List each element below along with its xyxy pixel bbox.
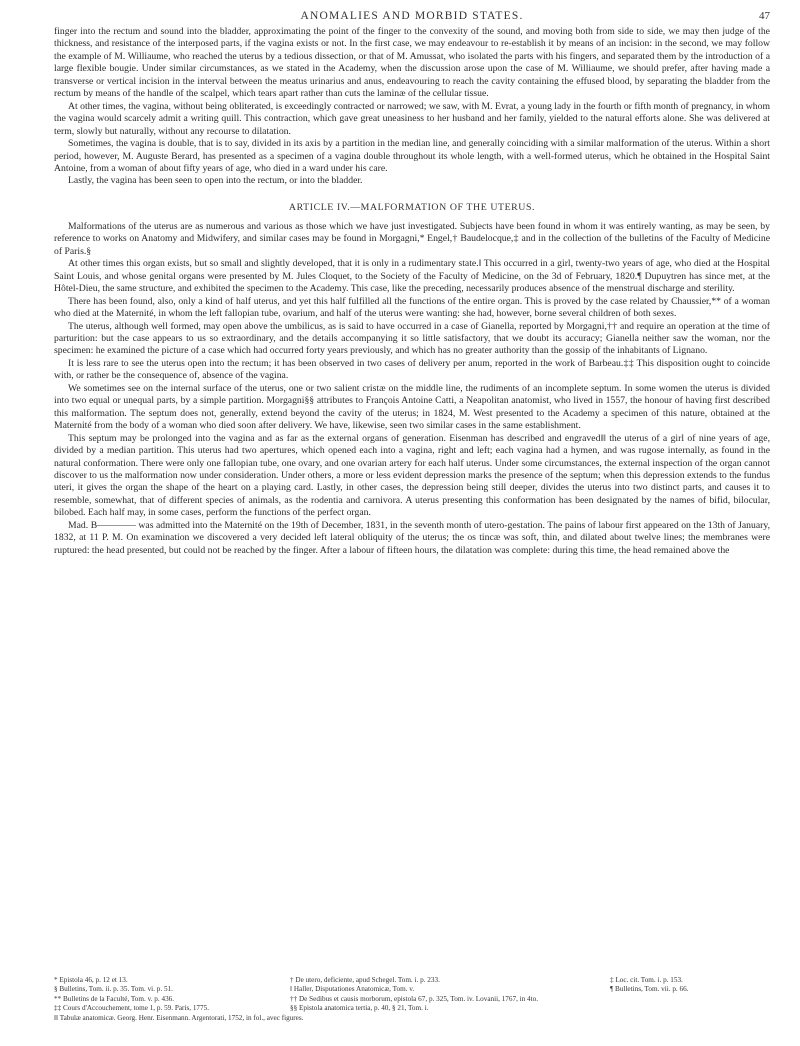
page-number: 47 xyxy=(759,10,770,22)
footnote-row xyxy=(54,985,770,994)
footnote: ** Bulletins de la Faculté, Tom. v. p. 436. xyxy=(54,994,175,1003)
paragraph: Mad. B———— was admitted into the Maternité on the 19th of December, 1831, in the seventh month of utero-gestation. The pains of labour first appeared on the 13th of January, 1832, at 11 P. M. On examination we discovered a very decided left lateral obliquity of the uterus; the os tincæ was soft, thin, and dilated about twelve lines; the membranes were ruptured: the head presented, but could not be reached by the finger. After a labour of fifteen hours, the dilatation was complete: during this time, the head remained above the xyxy=(54,519,770,556)
paragraph: We sometimes see on the internal surface of the uterus, one or two salient cristæ on the middle line, the rudiments of an incomplete septum. In some women the uterus is divided into two equal or unequal parts, by a simple partition. Morgagni§§ attributes to François Antoine Catti, a Neapolitan anatomist, who lived in 1557, the honour of having first described this malformation. The septum does not, generally, extend beyond the cavity of the uterus; in 1824, M. West presented to the Academy a specimen of this nature, obtained at the Maternité from the body of a woman who died soon after delivery. We have, likewise, seen two similar cases in the same establishment. xyxy=(54,382,770,432)
footnote: † De utero, deficiente, apud Schegel. Tom. i. p. 233. xyxy=(290,976,440,984)
paragraph: Lastly, the vagina has been seen to open into the rectum, or into the bladder. xyxy=(68,175,363,187)
footnote: ‖‖ Tabulæ anatomicæ. Georg. Henr. Eisenmann. Argentorati, 1752, in fol., avec figures. xyxy=(54,1013,304,1022)
page xyxy=(54,6,770,557)
paragraph: Malformations of the uterus are as numerous and various as those which we have just investigated. Subjects have been found in whom it was entirely wanting, as may be seen, by reference to works on Anatomy and Midwifery, and similar cases may be found in Morgagni,* Engel,† Baudelocque,‡ and in the collection of the bulletins of the Faculty of Medicine of Paris.§ xyxy=(54,220,770,257)
footnotes xyxy=(54,976,770,1023)
paragraph: At other times, the vagina, without being obliterated, is exceedingly contracted or narrowed; we saw, with M. Evrat, a young lady in the fourth or fifth month of pregnancy, in whom the vagina would scarcely admit a writing quill. This contraction, which gave great uneasiness to her husband and her family, yielded to the natural efforts alone. She was delivered at term, slowly but naturally, without any recourse to dilatation. xyxy=(54,100,770,137)
paragraph: At other times this organ exists, but so small and slightly developed, that it is only in a rudimentary state.‖ This occurred in a girl, twenty-two years of age, who died at the Hospital Saint Louis, and whose genital organs were presented by M. Jules Cloquet, to the Society of the Faculty of Medicine, on the 3d of February, 1820.¶ Dupuytren has since met, at the Hôtel-Dieu, the same structure, and exhibited the specimen to the Academy. This case, like the preceding, necessarily produces absence of the menstrual discharge and sterility. xyxy=(54,258,770,295)
paragraph: Sometimes, the vagina is double, that is to say, divided in its axis by a partition in the median line, and generally coinciding with a similar malformation of the uterus. Within a short period, however, M. Auguste Berard, has presented as a specimen of a vagina double throughout its whole length, with a well-formed uterus, which he obtained in the Hospital Saint Antoine, from a woman of about fifty years of age, who died in a ward under his care. xyxy=(54,138,770,174)
footnote: ‡ Loc. cit. Tom. i. p. 153. xyxy=(610,976,683,984)
footnote: § Bulletins, Tom. ii. p. 35. Tom. vi. p. 51. xyxy=(54,985,173,994)
paragraph: The uterus, although well formed, may open above the umbilicus, as is said to have occurred in a case of Gianella, reported by Morgagni,†† and require an operation at the time of parturition: but the case appears to us so extraordinary, and the details accompanying it so little satisfactory, that we doubt its accuracy; Gianella neither saw the woman, nor the specimen: he examined the picture of a case which had occurred forty years previously, and which has no greater authority than the gossip of the inhabitants of Lignano. xyxy=(54,320,770,357)
footnote: ‡‡ Cours d'Accouchement, tome 1, p. 59. Paris, 1775. xyxy=(54,1004,210,1013)
footnote-row xyxy=(54,1014,770,1023)
footnote-row xyxy=(54,995,770,1004)
paragraph: There has been found, also, only a kind of half uterus, and yet this half fulfilled all the functions of the entire organ. This is proved by the case related by Chaussier,** of a woman who died at the Maternité, in whom the left fallopian tube, ovarium, and half of the uterus were wanting: she had, however, borne several children of both sexes. xyxy=(54,295,770,320)
article-heading: ARTICLE IV.—MALFORMATION OF THE UTERUS. xyxy=(288,201,536,213)
running-title: ANOMALIES AND MORBID STATES. xyxy=(300,10,524,22)
footnote-row xyxy=(54,1004,770,1013)
footnote: †† De Sedibus et causis morborum, epistola 67, p. 325, Tom. iv. Lovanii, 1767, in 4to. xyxy=(290,994,539,1003)
footnote: * Epistola 46, p. 12 et 13. xyxy=(54,976,128,984)
footnote: §§ Epistola anatomica tertia, p. 40, § 21, Tom. i. xyxy=(290,1004,429,1013)
paragraph: finger into the rectum and sound into the bladder, approximating the point of the finger to the convexity of the sound, and moving both from side to side, we may then judge of the thickness, and resistance of the interposed parts, if the vagina exists or not. In the first case, we may endeavour to re-establish it by means of an incision: in the second, we may follow the example of M. Williaume, who reached the uterus by a tedious dissection, or that of M. Amussat, who isolated the parts with his fingers, and separated them by the introduction of a large flexible bougie. Under similar circumstances, as we stated in the Academy, when the discussion arose upon the case of M. Williaume, we should prefer, after having made a transverse or vertical incision in the interval between the meatus urinarius and anus, endeavouring to reach the cavity containing the effused blood, by separating the bladder from the rectum by means of the handle of the scalpel, which tears apart rather than cuts the laminæ of the cellular tissue. xyxy=(54,26,770,100)
footnote: ¶ Bulletins, Tom. vii. p. 66. xyxy=(610,985,689,994)
paragraph: This septum may be prolonged into the vagina and as far as the external organs of generation. Eisenman has described and engraved‖‖ the uterus of a girl of nine years of age, divided by a median partition. This uterus had two apertures, which opened each into a vagina, right and left; each vagina had a hymen, and was rugose internally, as found in the natural conformation. There were only one fallopian tube, one ovary, and one ovarian artery for each half uterus. Under some circumstances, the external inspection of the organ cannot discover to us the malformation now under consideration. Under others, a more or less evident depression marks the presence of the septum; when this depression extends to the fundus uteri, it gives the organ the shape of the heart on a playing card. Lastly, in other cases, the depression being still deeper, divides the uterus into two distinct parts, and causes it to resemble, somewhat, that of different species of animals, as the rodentia and carnivora. A uterus presenting this conformation has been designated by the names of bifid, bilocular, bilobed. Each half may, in some cases, perform the functions of the perfect organ. xyxy=(54,432,770,519)
running-head xyxy=(54,6,770,26)
footnote: ‖ Haller, Disputationes Anatomicæ, Tom. v. xyxy=(290,985,415,994)
footnote-row xyxy=(54,976,770,985)
paragraph: It is less rare to see the uterus open into the rectum; it has been observed in two cases of delivery per anum, reported in the work of Barbeau.‡‡ This disposition ought to coincide with, or rather be the consequence of, absence of the vagina. xyxy=(54,357,770,382)
body-text xyxy=(54,26,770,557)
